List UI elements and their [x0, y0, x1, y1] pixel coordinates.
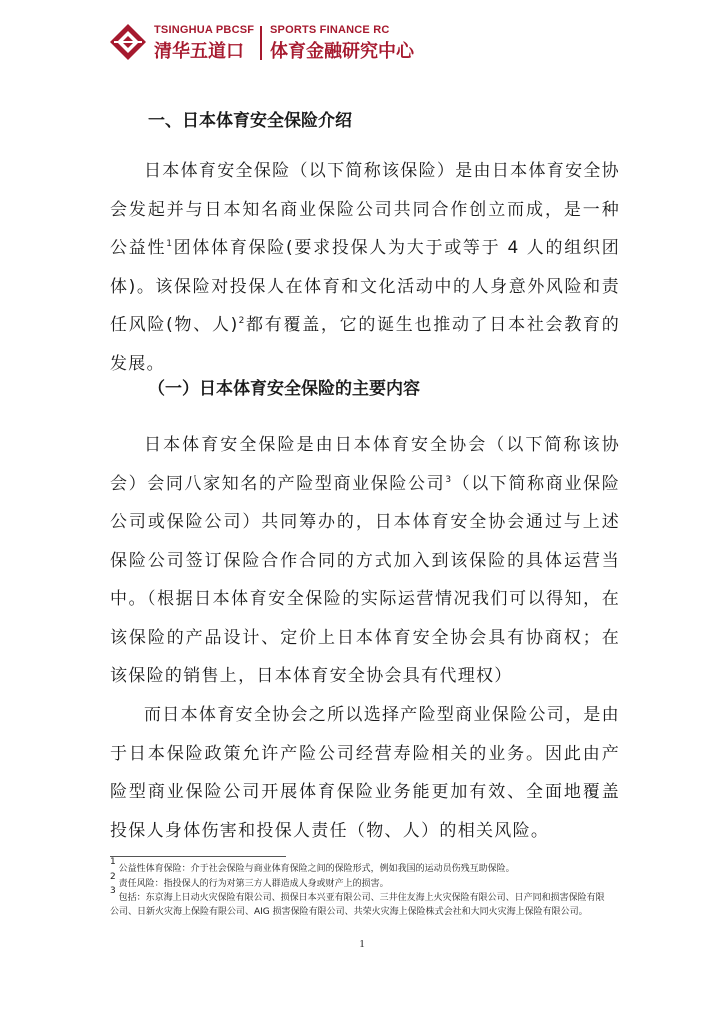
page-header — [108, 22, 628, 66]
footnote-3 — [110, 886, 610, 919]
footnote-2-number: 2 — [110, 871, 116, 882]
body2-text: 而日本体育安全协会之所以选择产险型商业保险公司，是由于日本保险政策允许产险公司经营寿险相关的业务。因此由产险型商业保险公司开展体育保险业务能更加有效、全面地覆盖投保人身体伤害和投保人责任（物、人）的相关风险。 — [110, 705, 620, 841]
footnote-ref-1[interactable]: 1 — [166, 239, 174, 249]
body-paragraph-2 — [110, 696, 620, 850]
footnote-ref-3[interactable]: 3 — [445, 474, 453, 485]
footnote-3-text: 包括：东京海上日动火灾保险有限公司、损保日本兴亚有限公司、三井住友海上火灾保险有限公司、日产同和损害保险有限公司、日新火灾海上保险有限公司、AIG 损害保险有限公司、共荣火灾海上保险株式会社和大同火灾海上保险有限公司。 — [110, 893, 605, 917]
brand-tsinghua — [154, 24, 254, 63]
tsinghua-pbcsf-logo-icon — [108, 22, 148, 62]
intro-text-1: 日本体育安全保险（以下简称该保险）是由日本体育安全协会发起并与日本知名商业保险公司共同合作创立而成，是一种公益性 — [110, 161, 620, 258]
header-divider — [260, 26, 262, 60]
brand-right-chinese: 体育金融研究中心 — [270, 41, 414, 62]
body-paragraph-1 — [110, 426, 620, 696]
body1-text-2: （以下简称商业保险公司或保险公司）共同筹办的，日本体育安全协会通过与上述保险公司签订保险合作合同的方式加入到该保险的具体运营当中。（根据日本体育安全保险的实际运营情况我们可以得知，在该保险的产品设计、定价上日本体育安全协会具有协商权；在该保险的销售上，日本体育安全协会具有代理权） — [110, 473, 620, 686]
footnote-2-text: 责任风险：指投保人的行为对第三方人群造成人身或财产上的损害。 — [118, 878, 389, 889]
footnote-ref-2[interactable]: 2 — [238, 316, 246, 326]
brand-sports-finance — [270, 24, 414, 63]
section-title: 一、日本体育安全保险介绍 — [148, 111, 352, 131]
subsection-title: （一）日本体育安全保险的主要内容 — [148, 379, 420, 399]
brand-left-english: TSINGHUA PBCSF — [154, 24, 255, 36]
footnote-1-text: 公益性体育保险：介于社会保险与商业体育保险之间的保险形式，例如我国的运动员伤残互助保险。 — [118, 864, 515, 874]
intro-text-3: 都有覆盖，它的诞生也推动了日本社会教育的发展。 — [110, 315, 620, 374]
page-number: 1 — [359, 938, 365, 950]
footnote-1-number: 1 — [110, 857, 116, 867]
footnotes — [110, 857, 610, 919]
footnote-separator — [110, 856, 286, 857]
footnote-3-number: 3 — [110, 886, 116, 896]
footnote-1 — [110, 857, 610, 877]
intro-text-2: 团体体育保险(要求投保人为大于或等于 4 人的组织团体)。该保险对投保人在体育和文化活动中的人身意外风险和责任风险(物、人) — [110, 238, 620, 335]
intro-paragraph — [110, 152, 620, 383]
brand-right-english: SPORTS FINANCE RC — [270, 24, 390, 36]
footnote-2 — [110, 871, 610, 892]
brand-left-chinese: 清华五道口 — [154, 41, 244, 62]
body1-text-1: 日本体育安全保险是由日本体育安全协会（以下简称该协会）会同八家知名的产险型商业保险公司 — [110, 435, 620, 494]
